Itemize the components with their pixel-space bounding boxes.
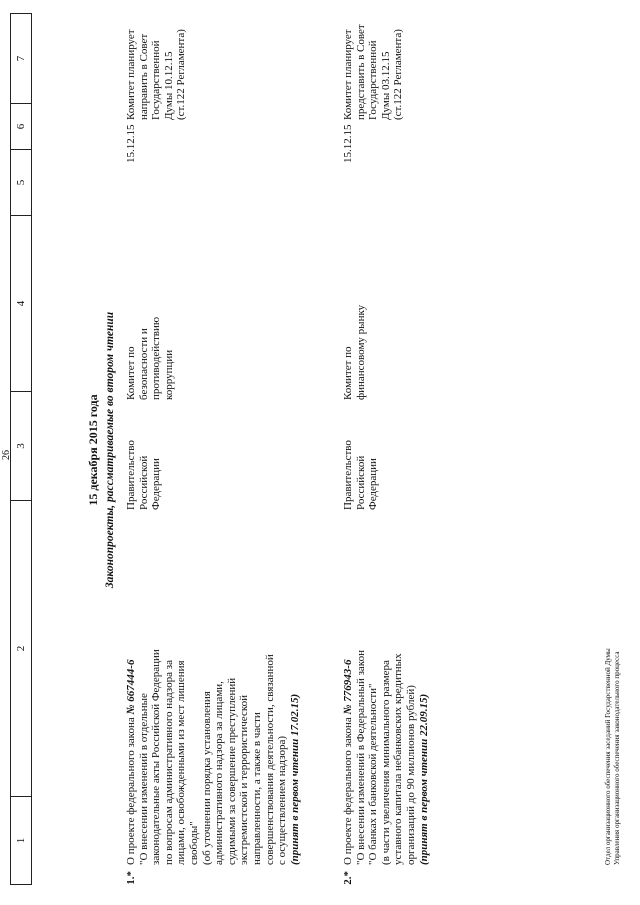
column-number: 7: [15, 55, 27, 62]
date-heading: 15 декабря 2015 года: [86, 394, 100, 506]
footer-line: Отдел организационного обеспечения заседаний Государственной Думы: [604, 648, 612, 865]
committee-note: Комитет планирует представить в Совет Государственной Думы 03.12.15 (ст.122 Регламента): [342, 24, 405, 120]
description-line: лицами, освобожденными из мест лишения: [175, 660, 188, 865]
bill-description: [125, 515, 301, 865]
bill-number: № 776943-6: [342, 659, 354, 715]
bill-description: [342, 515, 430, 865]
column-number-header: [10, 13, 32, 885]
column-number: 2: [11, 500, 31, 796]
row-number: 2.*: [342, 871, 354, 885]
column-number: 6: [11, 103, 31, 149]
description-line: "О внесении изменений в Федеральный закон: [354, 650, 367, 865]
description-line: административного надзора за лицами,: [213, 681, 226, 865]
row-number: 1.*: [125, 871, 137, 885]
description-line: "О банках и банковской деятельности": [367, 683, 380, 865]
column-number: 4: [11, 215, 31, 391]
page-number: 26: [1, 450, 12, 460]
description-line: (об уточнении порядка установления: [200, 691, 213, 865]
plan-date: 15.12.15: [342, 124, 354, 163]
column-number: 5: [11, 149, 31, 215]
column-number: 3: [11, 391, 31, 500]
description-line: совершенствования деятельности, связанной: [263, 654, 276, 865]
first-reading-note: (принят в первом чтении 17.02.15): [288, 693, 301, 865]
responsible-committee: Комитет по безопасности и противодействию коррупции: [125, 316, 175, 400]
responsible-committee: Комитет по финансовому рынку: [342, 304, 367, 400]
section-heading: Законопроекты, рассматриваемые во втором чтении: [104, 311, 116, 589]
description-line: свободы": [187, 821, 200, 865]
initiator: Правительство Российской Федерации: [342, 440, 380, 510]
initiator: Правительство Российской Федерации: [125, 440, 163, 510]
footer-line: Управления организационного обеспечения законодательного процесса: [613, 651, 621, 865]
committee-note: Комитет планирует направить в Совет Государственной Думы 10.12.15 (ст.122 Регламента): [125, 29, 188, 120]
description-line: организаций до 90 миллионов рублей): [404, 685, 417, 865]
description-line: экстремистской и террористической: [238, 694, 251, 865]
description-line: законодательные акты Российской Федерации: [150, 649, 163, 865]
description-line: уставного капитала небанковских кредитных: [392, 653, 405, 865]
description-line: "О внесении изменений в отдельные: [137, 693, 150, 865]
description-line: с осуществлением надзора): [276, 735, 289, 865]
description-line: по вопросам административного надзора за: [162, 660, 175, 865]
first-reading-note: (принят в первом чтении 22.09.15): [417, 693, 430, 865]
column-number: 1: [11, 796, 31, 884]
description-line: судимыми за совершение преступлений: [225, 677, 238, 865]
bill-title: О проекте федерального закона № 667444-6: [125, 659, 137, 865]
bill-title: О проекте федерального закона № 776943-6: [342, 659, 354, 865]
plan-date: 15.12.15: [125, 124, 137, 163]
description-line: направленности, а также в части: [250, 712, 263, 865]
description-line: (в части увеличения минимального размера: [379, 660, 392, 865]
bill-number: № 667444-6: [125, 659, 137, 715]
